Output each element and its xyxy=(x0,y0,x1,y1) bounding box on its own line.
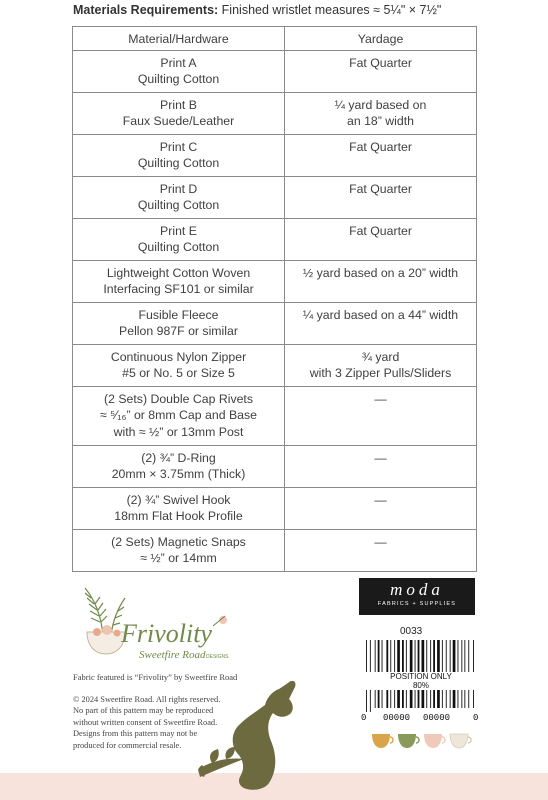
material-cell xyxy=(73,50,285,92)
table-row xyxy=(73,386,477,445)
material-cell xyxy=(73,487,285,529)
material-cell xyxy=(73,92,285,134)
material-line: Quilting Cotton xyxy=(137,72,220,86)
material-line: ≈ ½” or 14mm xyxy=(140,551,217,565)
barcode-label-line: POSITION ONLY xyxy=(390,672,452,681)
material-line: (2 Sets) Magnetic Snaps xyxy=(111,534,246,549)
material-line: 20mm × 3.75mm (Thick) xyxy=(111,467,246,481)
material-line: with ≈ ½” or 13mm Post xyxy=(113,424,244,439)
barcode-digits-b: 00000 xyxy=(423,713,451,723)
yardage-cell xyxy=(285,134,477,176)
table-row xyxy=(73,92,477,134)
material-line: Faux Suede/Leather xyxy=(122,114,235,128)
table-row xyxy=(73,218,477,260)
material-line: (2) ¾” D-Ring xyxy=(141,450,216,465)
material-line: Print B xyxy=(160,97,197,112)
yardage-line: Fat Quarter xyxy=(349,223,412,238)
yardage-line: — xyxy=(374,391,387,406)
header-material: Material/Hardware xyxy=(73,27,285,51)
yardage-cell xyxy=(285,344,477,386)
teacup-icon xyxy=(424,734,445,748)
table-row xyxy=(73,260,477,302)
yardage-line: — xyxy=(374,450,387,465)
table-row xyxy=(73,302,477,344)
yardage-cell xyxy=(285,302,477,344)
material-line: Quilting Cotton xyxy=(137,156,220,170)
material-line: Lightweight Cotton Woven xyxy=(106,265,251,280)
yardage-cell xyxy=(285,50,477,92)
pattern-code: 0033 xyxy=(400,626,423,637)
yardage-cell xyxy=(285,487,477,529)
copyright-line: © 2024 Sweetfire Road. All rights reserved. xyxy=(73,695,221,704)
yardage-line: — xyxy=(374,492,387,507)
material-cell xyxy=(73,176,285,218)
moda-tagline: FABRICS + SUPPLIES xyxy=(377,601,457,607)
yardage-cell xyxy=(285,176,477,218)
material-cell xyxy=(73,445,285,487)
material-cell xyxy=(73,386,285,445)
material-line: Print A xyxy=(160,55,197,70)
copyright-line: Designs from this pattern may not be xyxy=(73,729,198,739)
material-cell xyxy=(73,344,285,386)
teacup-icon xyxy=(372,734,393,748)
material-line: Quilting Cotton xyxy=(137,240,220,254)
yardage-line: ½ yard based on a 20” width xyxy=(302,265,459,280)
table-row xyxy=(73,344,477,386)
material-cell xyxy=(73,218,285,260)
table-row xyxy=(73,50,477,92)
yardage-line: with 3 Zipper Pulls/Sliders xyxy=(309,366,452,380)
table-row xyxy=(73,487,477,529)
yardage-line: ¼ yard based on xyxy=(334,97,427,112)
material-line: #5 or No. 5 or Size 5 xyxy=(122,366,235,380)
teacup-icon xyxy=(398,734,419,748)
material-cell xyxy=(73,260,285,302)
header-yardage: Yardage xyxy=(285,27,477,51)
materials-title: Materials Requirements: xyxy=(73,3,219,17)
yardage-cell xyxy=(285,92,477,134)
table-row xyxy=(73,529,477,571)
material-line: 18mm Flat Hook Profile xyxy=(114,509,243,523)
table-header-row xyxy=(73,27,477,51)
moda-logo xyxy=(359,578,475,615)
copyright-line: No part of this pattern may be reproduced xyxy=(73,706,214,716)
table-row xyxy=(73,445,477,487)
barcode-label-line: 80% xyxy=(412,681,429,690)
material-cell xyxy=(73,134,285,176)
yardage-cell xyxy=(285,260,477,302)
material-line: Fusible Fleece xyxy=(138,307,219,322)
materials-heading xyxy=(73,3,441,17)
bunny-icon xyxy=(190,677,310,797)
material-cell xyxy=(73,302,285,344)
yardage-line: Fat Quarter xyxy=(349,55,412,70)
barcode-digits-a: 00000 xyxy=(383,713,411,723)
barcode-label xyxy=(364,672,478,690)
table-row xyxy=(73,176,477,218)
yardage-cell xyxy=(285,386,477,445)
material-line: Interfacing SF101 or similar xyxy=(103,282,254,296)
materials-table xyxy=(72,26,477,572)
material-cell xyxy=(73,529,285,571)
material-line: (2 Sets) Double Cap Rivets xyxy=(104,391,253,406)
yardage-line: Fat Quarter xyxy=(349,181,412,196)
yardage-line: an 18” width xyxy=(347,114,414,128)
yardage-cell xyxy=(285,529,477,571)
barcode-digit-right: 0 xyxy=(473,713,479,723)
logo-maker-suffix: DESIGNS xyxy=(206,654,229,660)
finished-size: Finished wristlet measures ≈ 5¼" × 7½" xyxy=(221,3,442,17)
material-line: Print C xyxy=(159,139,198,154)
teacup-icon xyxy=(450,734,471,748)
teacup-swatches xyxy=(368,730,478,752)
material-line: Quilting Cotton xyxy=(137,198,220,212)
moda-brand: moda xyxy=(390,580,444,599)
logo-maker: Sweetfire Road xyxy=(139,649,206,661)
yardage-line: ¾ yard xyxy=(361,349,400,364)
material-line: Print E xyxy=(160,223,197,238)
logo-name: Frivolity xyxy=(121,619,212,648)
copyright-line: produced for commercial resale. xyxy=(73,740,182,750)
frivolity-logo xyxy=(73,580,243,670)
fabric-note: Fabric featured is “Frivolity” by Sweetfire Road xyxy=(73,672,238,682)
material-line: (2) ¾” Swivel Hook xyxy=(126,492,231,507)
yardage-cell xyxy=(285,445,477,487)
material-line: Pellon 987F or similar xyxy=(119,324,238,338)
material-line: Print D xyxy=(159,181,198,196)
material-line: ≈ ⁵⁄₁₆” or 8mm Cap and Base xyxy=(100,408,257,422)
yardage-line: — xyxy=(374,534,387,549)
material-line: Continuous Nylon Zipper xyxy=(110,349,247,364)
yardage-line: Fat Quarter xyxy=(349,139,412,154)
table-row xyxy=(73,134,477,176)
yardage-cell xyxy=(285,218,477,260)
yardage-line: ¼ yard based on a 44” width xyxy=(302,307,459,322)
barcode-digit-left: 0 xyxy=(361,713,367,723)
copyright-line: without written consent of Sweetfire Road. xyxy=(73,717,218,727)
